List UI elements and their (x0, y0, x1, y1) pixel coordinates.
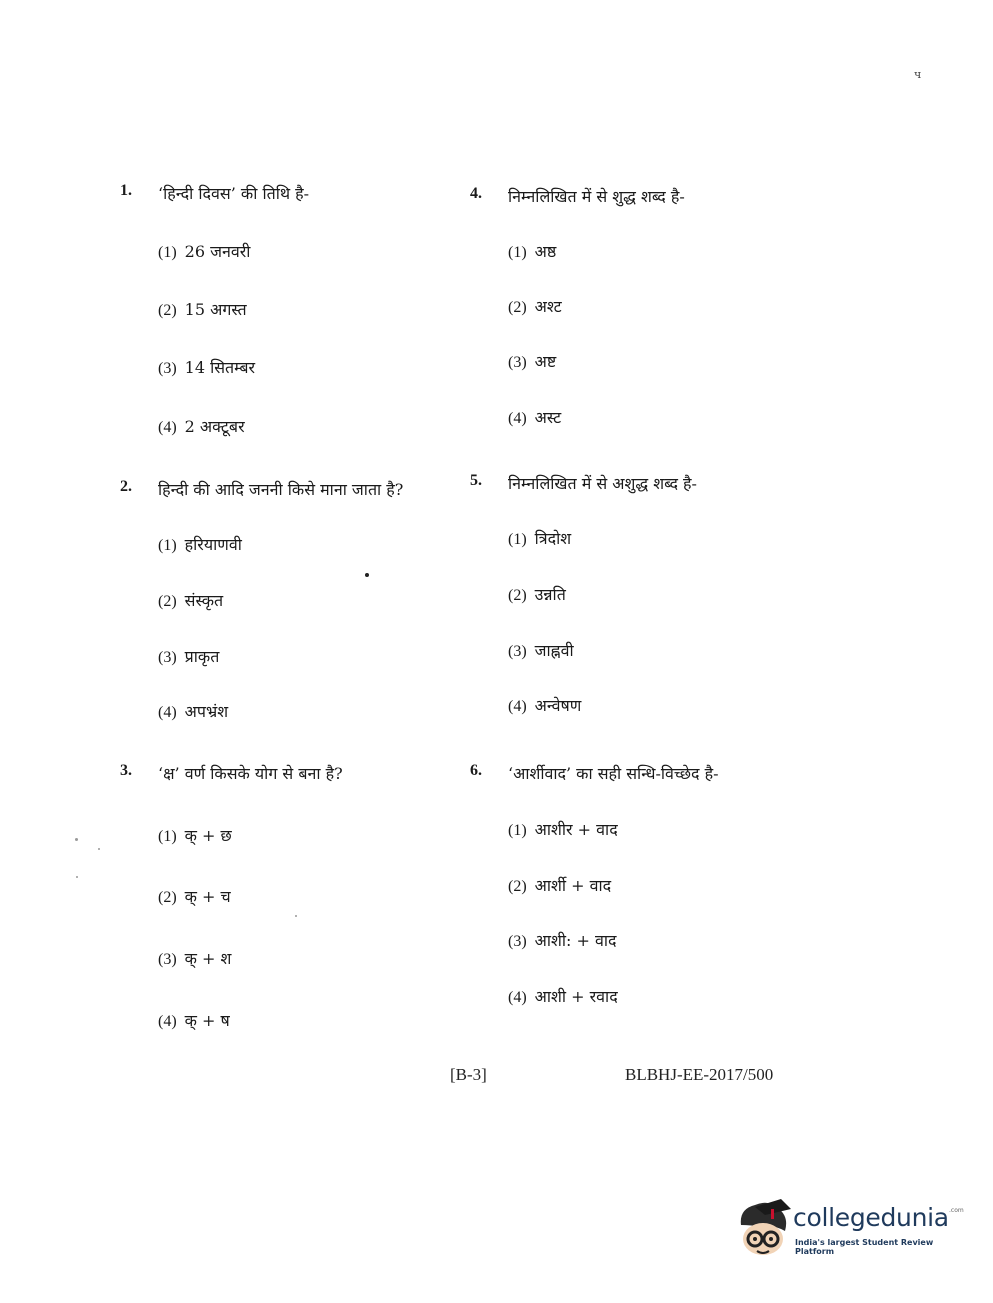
question-text: निम्नलिखित में से अशुद्ध शब्द है- (508, 474, 697, 493)
option-text: प्राकृत (184, 647, 220, 666)
option-text: 14 सितम्बर (184, 358, 256, 377)
option-1 (158, 533, 242, 555)
question-number: 2. (120, 478, 132, 495)
option-number: (4) (508, 698, 527, 715)
option-2 (158, 298, 247, 320)
option-4 (508, 406, 561, 428)
option-text: संस्कृत (184, 591, 224, 610)
question-5 (470, 472, 800, 715)
option-number: (2) (158, 302, 177, 319)
scan-speck (75, 838, 78, 841)
option-text: 15 अगस्त (184, 300, 247, 319)
option-number: (4) (158, 704, 177, 721)
option-number: (1) (508, 822, 527, 839)
question-4 (470, 185, 800, 427)
option-1 (158, 240, 250, 262)
option-number: (4) (508, 410, 527, 427)
logo-suffix: .com (949, 1207, 964, 1214)
exam-code: BLBHJ-EE-2017/500 (625, 1065, 774, 1084)
option-3 (508, 929, 617, 951)
question-number: 4. (470, 185, 482, 202)
option-3 (158, 947, 231, 969)
option-text: क् + श (184, 949, 232, 968)
option-text: अश्ट (534, 297, 562, 316)
option-text: 2 अक्टूबर (184, 417, 245, 436)
corner-mark: ч (914, 68, 922, 81)
question-1 (120, 182, 450, 436)
question-2 (120, 478, 450, 721)
option-4 (158, 415, 245, 437)
logo-wordmark: collegedunia (793, 1203, 949, 1232)
logo-tagline: India's largest Student Review Platform (795, 1238, 934, 1256)
option-number: (1) (158, 244, 177, 261)
option-text: हरियाणवी (184, 535, 242, 554)
option-text: अस्ट (534, 408, 562, 427)
option-text: आशी: + वाद (534, 931, 617, 950)
option-number: (1) (158, 828, 177, 845)
scan-speck (295, 915, 297, 917)
option-4 (158, 1009, 230, 1031)
option-text: अपभ्रंश (184, 702, 229, 721)
option-number: (4) (158, 1013, 177, 1030)
question-number: 3. (120, 762, 132, 779)
option-number: (4) (508, 989, 527, 1006)
option-text: आशी + रवाद (534, 987, 618, 1006)
option-text: 26 जनवरी (184, 242, 251, 261)
option-number: (3) (158, 649, 177, 666)
option-number: (2) (158, 889, 177, 906)
option-text: आशीर + वाद (534, 820, 618, 839)
option-number: (3) (508, 933, 527, 950)
option-text: जाह्नवी (534, 641, 574, 660)
option-2 (158, 885, 231, 907)
option-number: (1) (158, 537, 177, 554)
scan-speck (365, 573, 369, 577)
option-number: (2) (508, 299, 527, 316)
option-4 (158, 700, 228, 722)
option-4 (508, 985, 618, 1007)
question-text: निम्नलिखित में से शुद्ध शब्द है- (508, 187, 685, 206)
option-number: (2) (508, 878, 527, 895)
question-text: ‘आर्शीवाद’ का सही सन्धि-विच्छेद है- (508, 764, 719, 783)
option-text: अष्ट (534, 352, 557, 371)
scan-speck (76, 876, 78, 878)
option-number: (1) (508, 244, 527, 261)
scan-speck (98, 848, 100, 850)
question-text: हिन्दी की आदि जननी किसे माना जाता है? (158, 480, 404, 499)
question-number: 6. (470, 762, 482, 779)
option-text: उन्नति (534, 585, 566, 604)
option-text: क् + छ (184, 826, 232, 845)
option-3 (508, 639, 574, 661)
option-3 (508, 350, 556, 372)
option-text: क् + च (184, 887, 231, 906)
collegedunia-logo (735, 1195, 965, 1265)
option-2 (158, 589, 223, 611)
option-number: (2) (508, 587, 527, 604)
mascot-icon (735, 1195, 795, 1265)
option-number: (2) (158, 593, 177, 610)
option-2 (508, 295, 562, 317)
option-number: (3) (508, 354, 527, 371)
option-text: क् + ष (184, 1011, 230, 1030)
option-1 (508, 240, 556, 262)
question-text: ‘हिन्दी दिवस’ की तिथि है- (158, 184, 310, 203)
option-text: अन्वेषण (534, 696, 582, 715)
option-3 (158, 356, 255, 378)
option-1 (508, 527, 571, 549)
question-3 (120, 762, 450, 1030)
question-number: 1. (120, 182, 132, 199)
option-2 (508, 874, 611, 896)
option-number: (1) (508, 531, 527, 548)
option-2 (508, 583, 566, 605)
page-number: [B-3] (450, 1065, 487, 1084)
question-text: ‘क्ष’ वर्ण किसके योग से बना है? (158, 764, 343, 783)
option-number: (3) (508, 643, 527, 660)
option-number: (3) (158, 360, 177, 377)
option-text: त्रिदोश (534, 529, 572, 548)
question-6 (470, 762, 800, 1006)
option-1 (508, 818, 618, 840)
option-number: (4) (158, 419, 177, 436)
question-number: 5. (470, 472, 482, 489)
option-1 (158, 824, 232, 846)
option-text: अष्ठ (534, 242, 557, 261)
option-number: (3) (158, 951, 177, 968)
option-text: आर्शी + वाद (534, 876, 612, 895)
option-3 (158, 645, 219, 667)
option-4 (508, 694, 581, 716)
